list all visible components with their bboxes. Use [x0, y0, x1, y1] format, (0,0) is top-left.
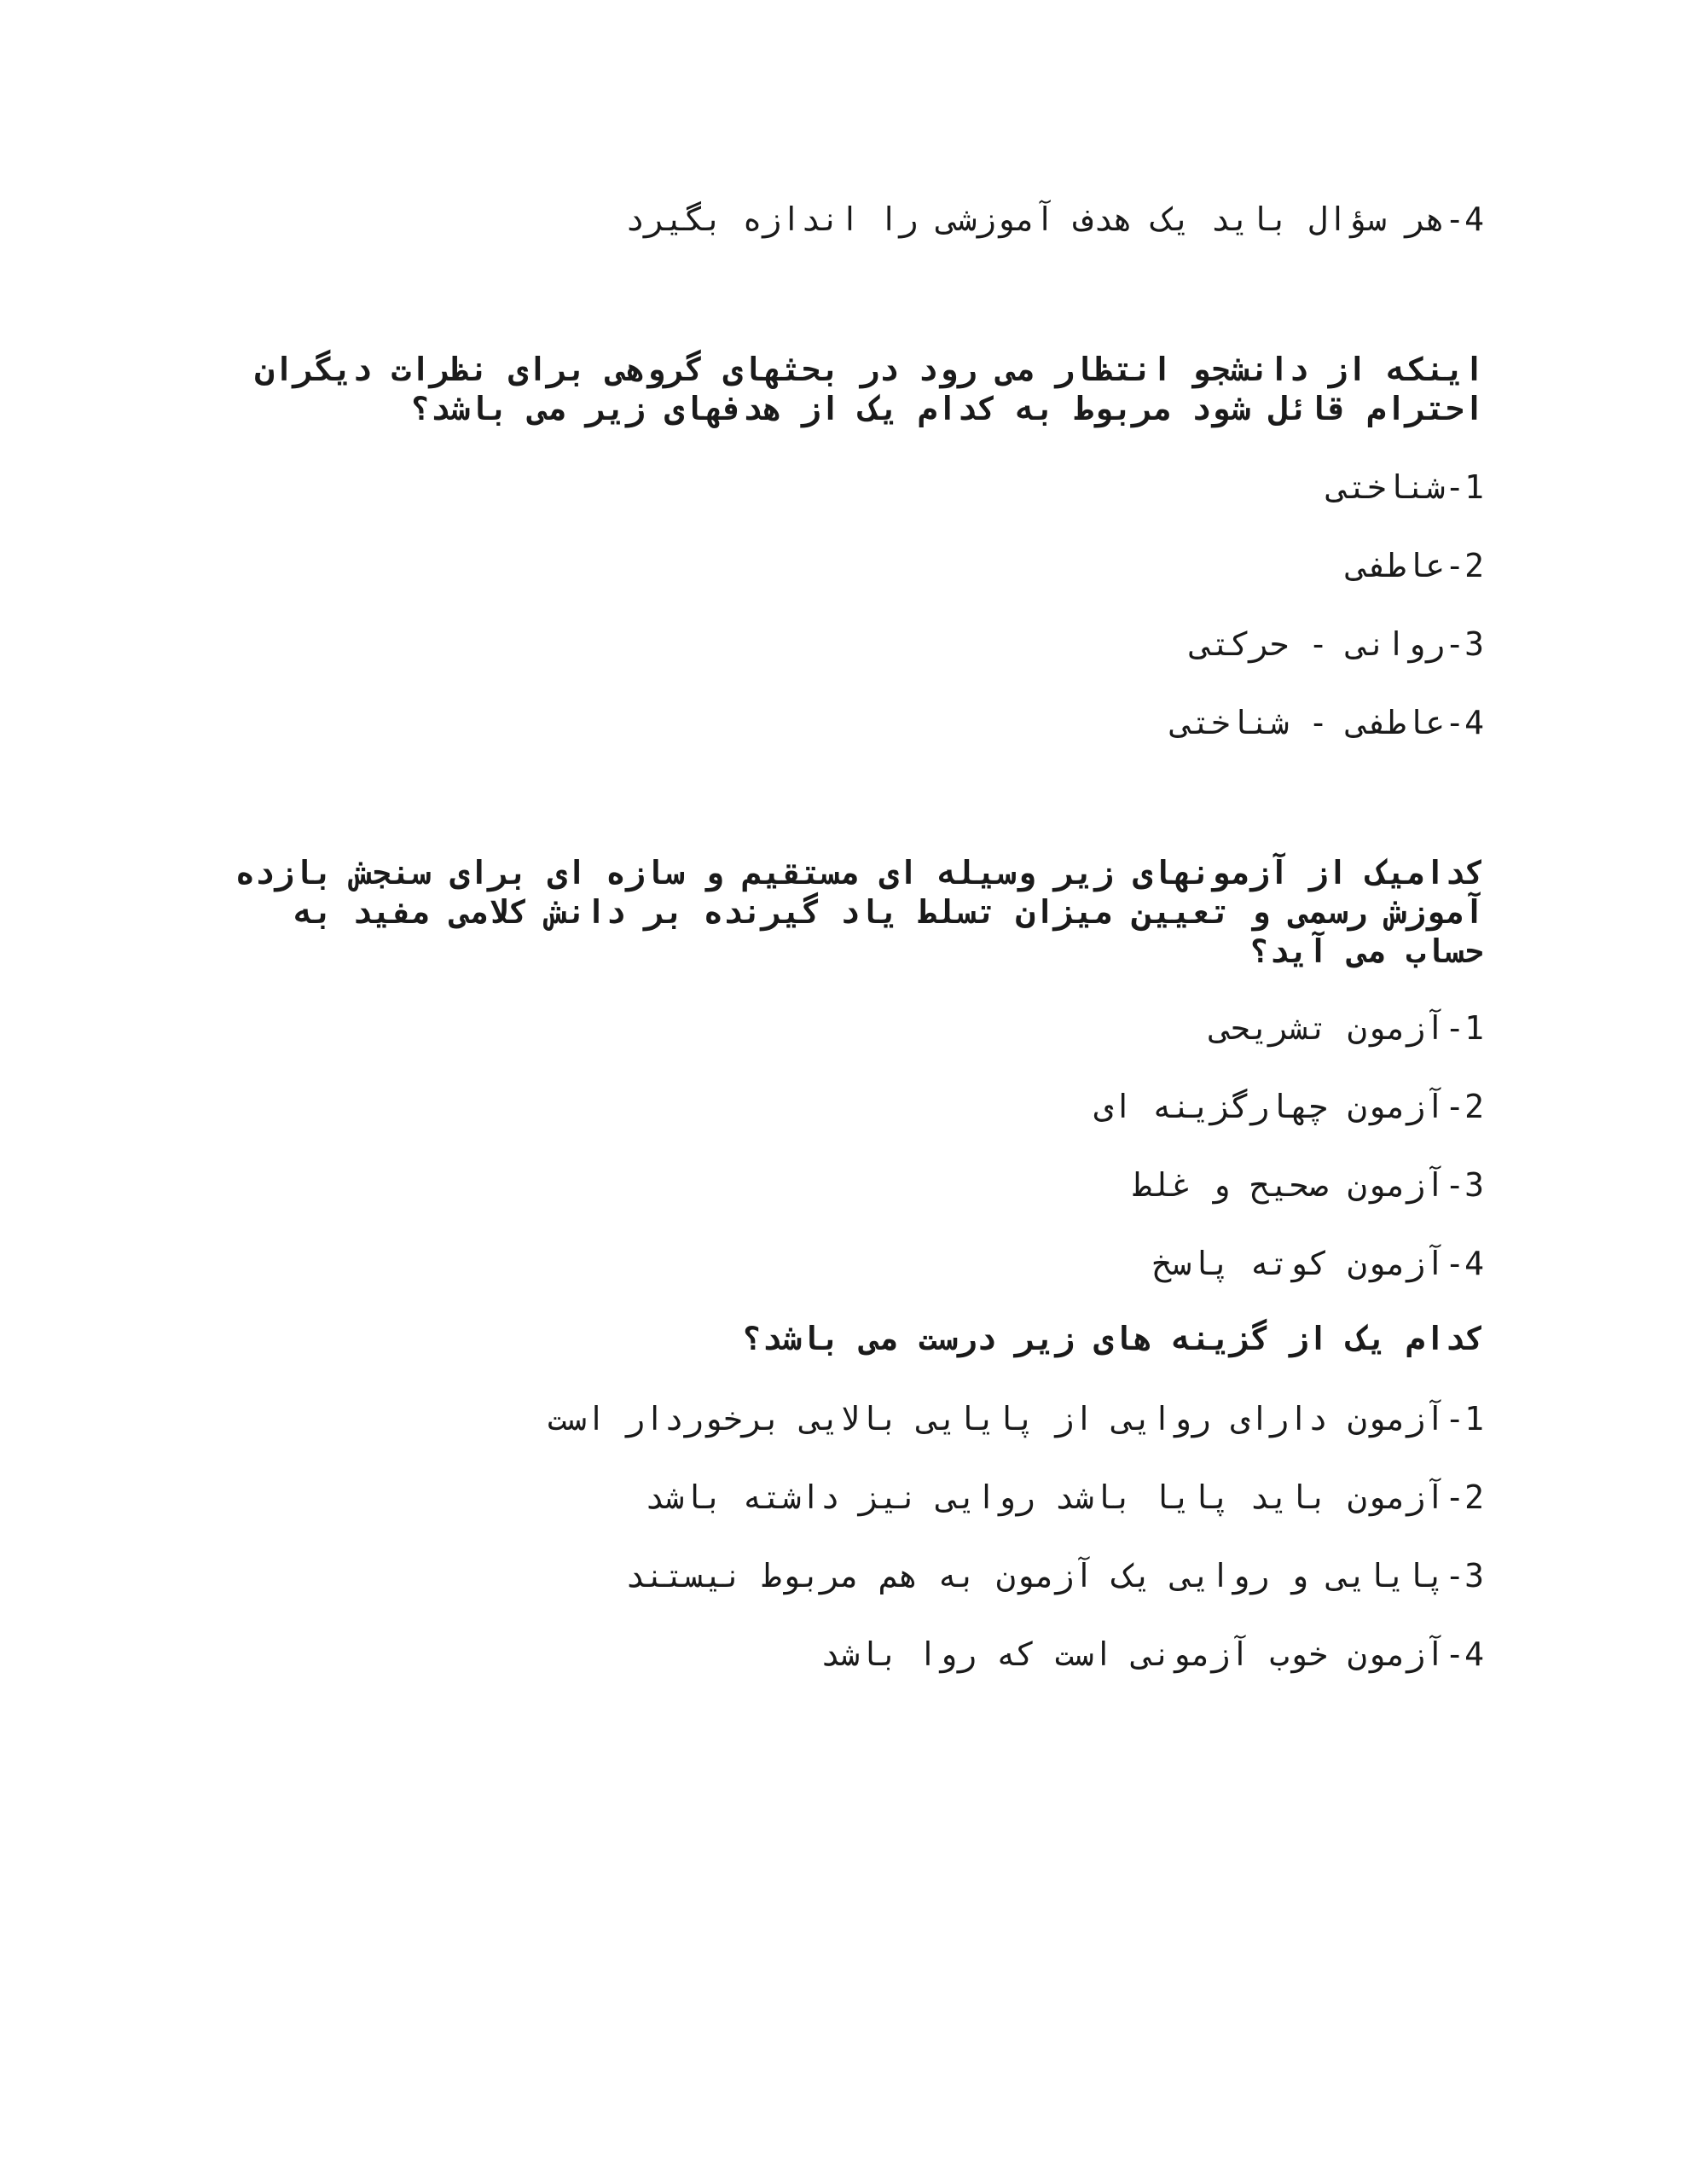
question-test-type — [235, 853, 1484, 971]
option-3: 3-پایایی و روایی یک آزمون به هم مربوط نیستند — [625, 1557, 1484, 1594]
question-text-line: کدام یک از گزینه های زیر درست می باشد؟ — [742, 1320, 1484, 1357]
question-validity-reliability — [743, 1319, 1484, 1358]
question-text-line: احترام قائل شود مربوط به کدام یک از هدفهای زیر می باشد؟ — [410, 390, 1484, 427]
option-1: 1-آزمون تشریحی — [1210, 1009, 1484, 1047]
option-2: 2-آزمون چهارگزینه ای — [1093, 1088, 1484, 1125]
option-4: 4-آزمون کوته پاسخ — [1152, 1245, 1484, 1282]
option-1: 1-آزمون دارای روایی از پایایی بالایی برخوردار است — [547, 1400, 1484, 1438]
option-3: 3-روانی - حرکتی — [1191, 625, 1484, 663]
question-affective-objective — [255, 350, 1484, 428]
option-1: 1-شناختی — [1327, 468, 1484, 506]
option-2: 2-عاطفی — [1347, 547, 1484, 584]
option-4: 4-عاطفی - شناختی — [1171, 704, 1484, 741]
previous-option-4: 4-هر سؤال باید یک هدف آموزشی را اندازه بگیرد — [625, 200, 1484, 238]
question-text-line: اینکه از دانشجو انتظار می رود در بحثهای گروهی برای نظرات دیگران — [254, 351, 1484, 388]
option-2: 2-آزمون باید پایا باشد روایی نیز داشته باشد — [645, 1478, 1484, 1516]
question-text-line: آموزش رسمی و تعیین میزان تسلط یاد گیرنده بر دانش کلامی مفید به — [293, 893, 1484, 931]
question-text-line: حساب می آید؟ — [1249, 932, 1484, 970]
question-text-line: کدامیک از آزمونهای زیر وسیله ای مستقیم و سازه ای برای سنجش بازده — [235, 854, 1484, 892]
option-4: 4-آزمون خوب آزمونی است که روا باشد — [820, 1635, 1484, 1673]
option-3: 3-آزمون صحیح و غلط — [1133, 1166, 1484, 1204]
